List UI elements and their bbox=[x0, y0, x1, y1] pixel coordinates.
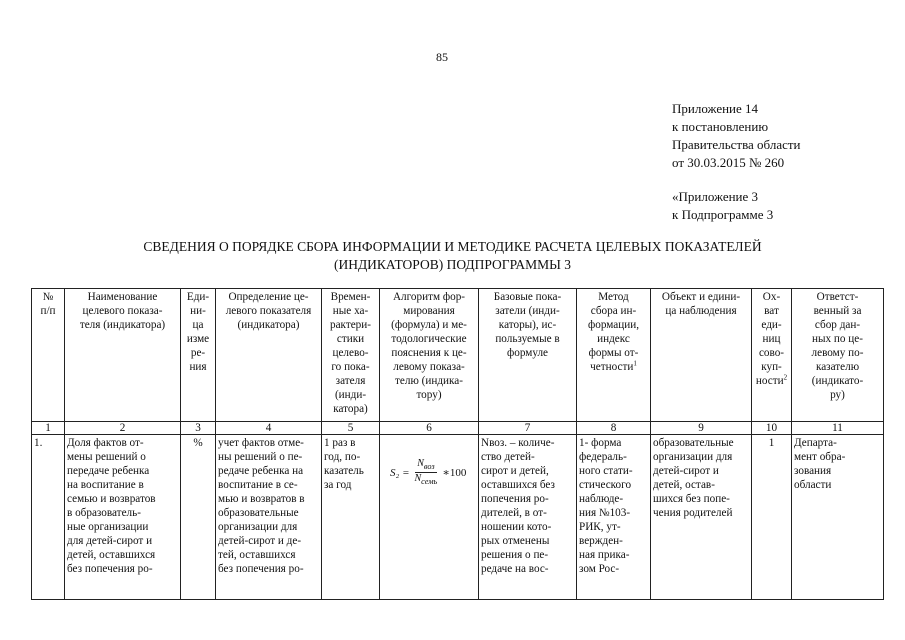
column-number: 7 bbox=[479, 422, 577, 435]
column-number: 10 bbox=[752, 422, 792, 435]
cell-formula bbox=[380, 435, 479, 600]
numerator-subscript: воз bbox=[423, 462, 435, 471]
column-number: 11 bbox=[792, 422, 884, 435]
cell-responsible: Департа- мент обра- зования области bbox=[792, 435, 884, 600]
cell-definition: учет фактов отме- ны решений о пе- редаче ребенка на воспитание в се- мью и возвратов в образовательные организации для детей-сирот и де- тей, оставшихся без попечения ро- bbox=[216, 435, 322, 600]
table-header-row bbox=[32, 289, 884, 422]
header-cell: Еди- ни- ца изме ре- ния bbox=[181, 289, 216, 422]
denominator-subscript: семь bbox=[421, 477, 438, 486]
cell-timing: 1 раз в год, по- казатель за год bbox=[322, 435, 380, 600]
header-cell: № п/п bbox=[32, 289, 65, 422]
appendix-line: Приложение 14 bbox=[672, 101, 759, 116]
formula-multiplier: ∗100 bbox=[442, 466, 467, 479]
column-number: 9 bbox=[651, 422, 752, 435]
header-cell-coverage bbox=[752, 289, 792, 422]
indicators-table bbox=[31, 288, 884, 600]
appendix-line: Правительства области bbox=[672, 137, 801, 152]
formula-denominator: $N_{семь}$ bbox=[414, 473, 438, 486]
cell-base-indicators: Nвоз. – количе- ство детей- сирот и детей, оставшихся без попечения ро- дителей, в от- ношении кото- рых отменены решения о пе- редаче на вос- bbox=[479, 435, 577, 600]
header-cell: Времен- ные ха- рактери- стики целево- го пока- зателя (инди- катора) bbox=[322, 289, 380, 422]
formula bbox=[390, 458, 476, 487]
column-number: 5 bbox=[322, 422, 380, 435]
header-text: Метод сбора ин- формации, индекс формы от- четности bbox=[588, 291, 639, 373]
header-cell: Ответст- венный за сбор дан- ных по це- левому по- казателю (индикато- ру) bbox=[792, 289, 884, 422]
cell-number: 1. bbox=[32, 435, 65, 600]
cell-indicator-name: Доля фактов от- мены решений о передаче ребенка на воспитание в семью и возвратов в образователь- ные организации для детей-сирот и детей, оставшихся без попечения ро- bbox=[65, 435, 181, 600]
header-cell: Алгоритм фор- мирования (формула) и ме- тодологические пояснения к це- левому показа- телю (индика- тору) bbox=[380, 289, 479, 422]
formula-numerator: $N_{воз}$ bbox=[417, 458, 435, 471]
formula-lhs: S₂ = bbox=[390, 466, 410, 479]
page-number: 85 bbox=[436, 50, 448, 64]
title-line: СВЕДЕНИЯ О ПОРЯДКЕ СБОРА ИНФОРМАЦИИ И МЕТОДИКЕ РАСЧЕТА ЦЕЛЕВЫХ ПОКАЗАТЕЛЕЙ bbox=[143, 239, 762, 254]
column-number: 4 bbox=[216, 422, 322, 435]
column-number: 8 bbox=[577, 422, 651, 435]
column-number: 1 bbox=[32, 422, 65, 435]
column-number: 6 bbox=[380, 422, 479, 435]
cell-object: образовательные организации для детей-сирот и детей, остав- шихся без попе- чения родителей bbox=[651, 435, 752, 600]
document-title bbox=[80, 238, 825, 274]
column-number: 3 bbox=[181, 422, 216, 435]
cell-method: 1- форма федераль- ного стати- стического наблюде- ния №103- РИК, ут- вержден- ная прика- зом Рос- bbox=[577, 435, 651, 600]
header-cell: Объект и едини- ца наблюдения bbox=[651, 289, 752, 422]
appendix-line: к постановлению bbox=[672, 119, 769, 134]
appendix-block bbox=[672, 100, 801, 224]
header-cell: Определение це- левого показателя (индикатора) bbox=[216, 289, 322, 422]
footnote-marker: 2 bbox=[783, 373, 788, 382]
header-text: Ох- ват еди- ниц сово- куп- ности bbox=[755, 291, 785, 387]
appendix-line: от 30.03.2015 № 260 bbox=[672, 155, 785, 170]
column-number-row bbox=[32, 422, 884, 435]
appendix-line: «Приложение 3 bbox=[672, 189, 759, 204]
footnote-marker: 1 bbox=[633, 359, 637, 368]
header-cell-method bbox=[577, 289, 651, 422]
appendix-line: к Подпрограмме 3 bbox=[672, 207, 774, 222]
header-cell: Наименование целевого показа- теля (индикатора) bbox=[65, 289, 181, 422]
formula-fraction bbox=[413, 458, 440, 487]
column-number: 2 bbox=[65, 422, 181, 435]
table-row bbox=[32, 435, 884, 600]
title-line: (ИНДИКАТОРОВ) ПОДПРОГРАММЫ 3 bbox=[333, 257, 572, 272]
cell-coverage: 1 bbox=[752, 435, 792, 600]
header-cell: Базовые пока- затели (инди- каторы), ис- пользуемые в формуле bbox=[479, 289, 577, 422]
cell-unit: % bbox=[181, 435, 216, 600]
